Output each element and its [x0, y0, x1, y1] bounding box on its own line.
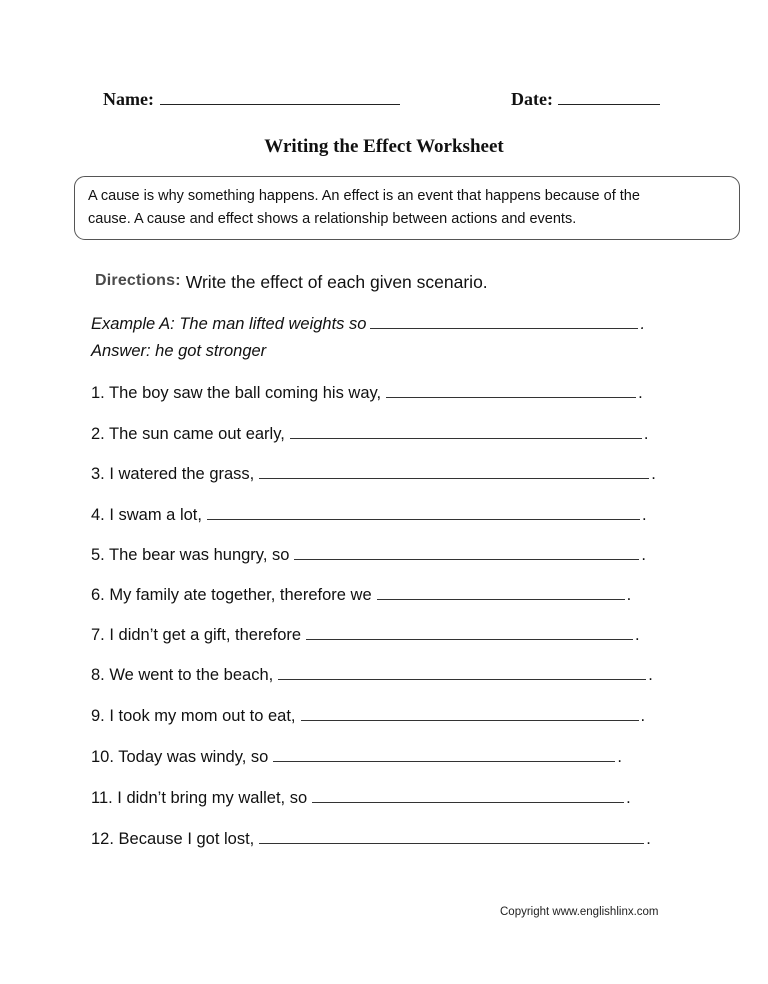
answer-blank[interactable] — [290, 424, 642, 439]
question-row — [91, 665, 653, 685]
answer-blank[interactable] — [207, 505, 640, 520]
question-period: . — [648, 666, 653, 684]
answer-blank[interactable] — [259, 829, 644, 844]
question-text: 7. I didn’t get a gift, therefore — [91, 626, 302, 644]
question-row — [91, 788, 631, 808]
answer-blank[interactable] — [377, 585, 625, 600]
question-text: 4. I swam a lot, — [91, 506, 202, 524]
name-label: Name: — [103, 89, 154, 109]
answer-blank[interactable] — [273, 747, 615, 762]
answer-blank[interactable] — [278, 665, 646, 680]
definition-line-2: cause. A cause and effect shows a relationship between actions and events. — [88, 211, 577, 227]
name-blank[interactable] — [160, 88, 400, 105]
example-prompt: Example A: The man lifted weights so — [91, 315, 367, 333]
question-text: 2. The sun came out early, — [91, 425, 285, 443]
question-row — [91, 545, 646, 565]
example-answer: Answer: he got stronger — [91, 342, 267, 360]
definition-box — [74, 176, 740, 240]
answer-blank[interactable] — [386, 383, 636, 398]
question-row — [91, 505, 647, 525]
date-label: Date: — [511, 89, 553, 109]
answer-blank[interactable] — [259, 464, 649, 479]
answer-blank[interactable] — [312, 788, 624, 803]
question-text: 3. I watered the grass, — [91, 465, 255, 483]
directions-label: Directions: — [95, 272, 181, 289]
question-row — [91, 464, 656, 484]
directions — [95, 272, 488, 293]
question-text: 11. I didn’t bring my wallet, so — [91, 789, 308, 807]
question-text: 12. Because I got lost, — [91, 830, 255, 848]
copyright-notice: Copyright www.englishlinx.com — [500, 906, 659, 918]
directions-text: Write the effect of each given scenario. — [185, 272, 488, 292]
example-period: . — [640, 315, 646, 333]
question-period: . — [617, 748, 622, 766]
question-period: . — [640, 707, 646, 725]
question-row — [91, 424, 648, 444]
question-text: 9. I took my mom out to eat, — [91, 707, 296, 725]
answer-blank[interactable] — [301, 706, 639, 721]
question-period: . — [646, 830, 651, 848]
question-period: . — [626, 789, 631, 807]
example-blank[interactable] — [370, 314, 638, 329]
question-text: 8. We went to the beach, — [91, 666, 274, 684]
question-row — [91, 706, 645, 726]
question-period: . — [638, 384, 643, 402]
question-period: . — [641, 546, 647, 564]
page-title: Writing the Effect Worksheet — [264, 136, 504, 157]
question-row — [91, 625, 640, 645]
date-field-row — [511, 88, 660, 110]
question-period: . — [641, 506, 647, 524]
question-text: 1. The boy saw the ball coming his way, — [91, 384, 382, 402]
answer-blank[interactable] — [306, 625, 633, 640]
question-row — [91, 747, 622, 767]
definition-line-1: A cause is why something happens. An effect is an event that happens because of the — [88, 188, 640, 204]
question-row — [91, 829, 651, 849]
question-period: . — [643, 425, 649, 443]
date-blank[interactable] — [558, 88, 660, 105]
example-prompt-row — [91, 314, 645, 334]
question-row — [91, 585, 631, 605]
question-period: . — [635, 626, 640, 644]
question-text: 5. The bear was hungry, so — [91, 546, 290, 564]
question-text: 10. Today was windy, so — [91, 748, 269, 766]
question-row — [91, 383, 643, 403]
question-period: . — [651, 465, 656, 483]
name-field-row — [103, 88, 400, 110]
question-period: . — [626, 586, 632, 604]
answer-blank[interactable] — [294, 545, 639, 560]
question-text: 6. My family ate together, therefore we — [91, 586, 372, 604]
